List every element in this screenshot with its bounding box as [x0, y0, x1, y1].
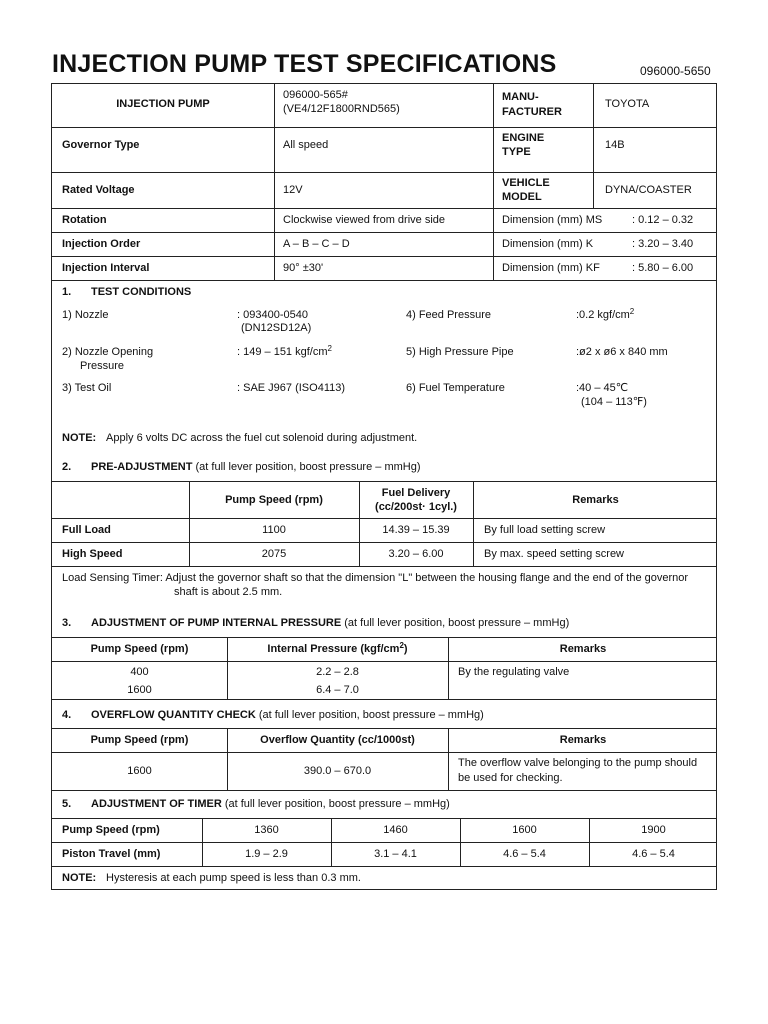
timer-speed-cell: 1460	[383, 824, 408, 836]
high-pressure-pipe-value: :ø2 x ø6 x 840 mm	[576, 346, 668, 358]
nozzle-model: (DN12SD12A)	[241, 322, 312, 334]
internal-pressure-value: 2.2 – 2.8	[316, 666, 359, 678]
injection-pump-label: INJECTION PUMP	[116, 98, 210, 110]
row-label-piston-travel: Piston Travel (mm)	[62, 848, 161, 860]
divider	[52, 818, 716, 819]
dimension-ms-value: : 0.12 – 0.32	[632, 214, 694, 226]
section-heading-overflow: OVERFLOW QUANTITY CHECK (at full lever position, boost pressure – mmHg)	[91, 709, 484, 721]
full-load-remarks: By full load setting screw	[484, 524, 606, 536]
divider	[493, 84, 494, 280]
dimension-k-label: Dimension (mm) K	[502, 238, 594, 250]
column-header-pump-speed: Pump Speed (rpm)	[225, 494, 323, 506]
high-speed-speed: 2075	[261, 548, 287, 560]
divider	[52, 728, 716, 729]
full-load-speed: 1100	[262, 524, 286, 536]
internal-pressure-speed: 400	[130, 666, 149, 678]
feed-pressure-value: :0.2 kgf/$cm^2$	[576, 307, 635, 321]
divider	[52, 661, 716, 662]
dimension-kf-value: : 5.80 – 6.00	[632, 262, 694, 274]
fuel-temperature-value: :40 – 45℃	[576, 382, 629, 394]
rated-voltage-label: Rated Voltage	[62, 184, 135, 196]
column-header-fuel-delivery-unit: (cc/200st· 1cyl.)	[375, 501, 457, 513]
load-sensing-timer-note-2: shaft is about 2.5 mm.	[174, 586, 283, 598]
governor-type-value: All speed	[283, 139, 329, 151]
note-text: Apply 6 volts DC across the fuel cut solenoid during adjustment.	[106, 432, 418, 444]
divider	[52, 280, 716, 281]
section-number: 3.	[62, 617, 72, 629]
test-oil-value: : SAE J967 (ISO4113)	[237, 382, 346, 394]
timer-travel-cell: 3.1 – 4.1	[374, 848, 417, 860]
governor-type-label: Governor Type	[62, 139, 140, 151]
feed-pressure-label: 4) Feed Pressure	[406, 309, 491, 321]
manufacturer-label: MANU-	[502, 91, 539, 103]
injection-interval-value: 90° ±30'	[283, 262, 324, 274]
full-load-delivery: 14.39 – 15.39	[382, 524, 450, 536]
timer-speed-cell: 1900	[641, 824, 666, 836]
divider	[52, 866, 716, 867]
high-speed-delivery: 3.20 – 6.00	[388, 548, 444, 560]
load-sensing-timer-note: Load Sensing Timer: Adjust the governor shaft so that the dimension "L" between the housing flange and the end of the governor	[62, 572, 689, 584]
row-label-pump-speed: Pump Speed (rpm)	[62, 824, 160, 836]
section-number: 1.	[62, 286, 72, 298]
vehicle-model-label: VEHICLE	[502, 177, 550, 189]
row-label-high-speed: High Speed	[62, 548, 123, 560]
divider	[52, 481, 716, 482]
divider	[274, 84, 275, 280]
fuel-temperature-fahrenheit: (104 – 113℉)	[581, 396, 647, 408]
engine-type-label-2: TYPE	[502, 146, 531, 158]
hysteresis-note: Hysteresis at each pump speed is less than 0.3 mm.	[106, 872, 361, 884]
divider	[52, 752, 716, 753]
nozzle-value: : 093400-0540	[237, 309, 308, 321]
rated-voltage-value: 12V	[283, 184, 303, 196]
divider	[52, 518, 716, 519]
internal-pressure-remarks: By the regulating valve	[458, 666, 570, 678]
nozzle-opening-label-2: Pressure	[80, 360, 125, 372]
timer-speed-cell: 1600	[512, 824, 537, 836]
divider	[52, 172, 716, 173]
divider	[52, 637, 716, 638]
timer-travel-cell: 1.9 – 2.9	[245, 848, 288, 860]
vehicle-model-value: DYNA/COASTER	[605, 184, 692, 196]
injection-pump-model: (VE4/12F1800RND565)	[283, 103, 400, 115]
divider	[52, 790, 716, 791]
section-heading-test-conditions: TEST CONDITIONS	[91, 286, 192, 298]
test-oil-label: 3) Test Oil	[62, 382, 112, 394]
divider	[52, 256, 716, 257]
dimension-ms-label: Dimension (mm) MS	[502, 214, 603, 226]
injection-order-value: A – B – C – D	[283, 238, 350, 250]
timer-travel-cell: 4.6 – 5.4	[632, 848, 675, 860]
high-pressure-pipe-label: 5) High Pressure Pipe	[406, 346, 514, 358]
manufacturer-value: TOYOTA	[605, 98, 650, 110]
column-header-remarks: Remarks	[572, 494, 619, 506]
overflow-quantity: 390.0 – 670.0	[303, 765, 372, 777]
internal-pressure-speed: 1600	[127, 684, 152, 696]
vehicle-model-label-2: MODEL	[502, 191, 542, 203]
injection-pump-value: 096000-565#	[283, 89, 348, 101]
section-heading-pre-adjustment: PRE-ADJUSTMENT (at full lever position, boost pressure – mmHg)	[91, 461, 421, 473]
high-speed-remarks: By max. speed setting screw	[484, 548, 625, 560]
divider	[52, 542, 716, 543]
nozzle-opening-value: : 149 – 151 kgf/$cm^2$	[237, 344, 332, 358]
internal-pressure-value: 6.4 – 7.0	[316, 684, 359, 696]
spec-sheet	[51, 83, 717, 890]
dimension-kf-label: Dimension (mm) KF	[502, 262, 600, 274]
divider	[593, 84, 594, 208]
divider	[52, 842, 716, 843]
section-number: 5.	[62, 798, 72, 810]
column-header-remarks: Remarks	[559, 643, 607, 655]
nozzle-opening-label: 2) Nozzle Opening	[62, 346, 154, 358]
dimension-k-value: : 3.20 – 3.40	[632, 238, 694, 250]
overflow-remarks: The overflow valve belonging to the pump should	[458, 757, 698, 769]
column-header-remarks: Remarks	[559, 734, 607, 746]
timer-speed-cell: 1360	[254, 824, 279, 836]
note-label: NOTE:	[62, 432, 97, 444]
timer-travel-cell: 4.6 – 5.4	[503, 848, 546, 860]
divider	[52, 208, 716, 209]
divider	[52, 232, 716, 233]
document-number: 096000-5650	[640, 64, 711, 78]
row-label-full-load: Full Load	[62, 524, 111, 536]
fuel-temperature-label: 6) Fuel Temperature	[406, 382, 505, 394]
section-heading-timer: ADJUSTMENT OF TIMER (at full lever position, boost pressure – mmHg)	[91, 798, 450, 810]
overflow-speed: 1600	[127, 765, 152, 777]
column-header-internal-pressure: Internal Pressure $(kgf/cm^2)$	[267, 641, 408, 655]
note-label: NOTE:	[62, 872, 97, 884]
column-header-pump-speed: Pump Speed (rpm)	[90, 643, 189, 655]
divider	[52, 566, 716, 567]
manufacturer-label-2: FACTURER	[502, 106, 562, 118]
engine-type-value: 14B	[605, 139, 625, 151]
divider	[52, 127, 716, 128]
injection-interval-label: Injection Interval	[62, 262, 150, 274]
rotation-value: Clockwise viewed from drive side	[283, 214, 445, 226]
section-number: 2.	[62, 461, 72, 473]
section-heading-internal-pressure: ADJUSTMENT OF PUMP INTERNAL PRESSURE (at full lever position, boost pressure – mmHg)	[91, 617, 570, 629]
injection-order-label: Injection Order	[62, 238, 141, 250]
column-header-pump-speed: Pump Speed (rpm)	[90, 734, 189, 746]
nozzle-label: 1) Nozzle	[62, 309, 109, 321]
section-number: 4.	[62, 709, 72, 721]
overflow-remarks-2: be used for checking.	[458, 772, 563, 784]
rotation-label: Rotation	[62, 214, 107, 226]
column-header-fuel-delivery: Fuel Delivery	[381, 487, 451, 499]
column-header-overflow-quantity: Overflow Quantity (cc/1000st)	[260, 734, 415, 746]
page-title: INJECTION PUMP TEST SPECIFICATIONS	[52, 50, 557, 78]
divider	[52, 699, 716, 700]
engine-type-label: ENGINE	[502, 132, 545, 144]
